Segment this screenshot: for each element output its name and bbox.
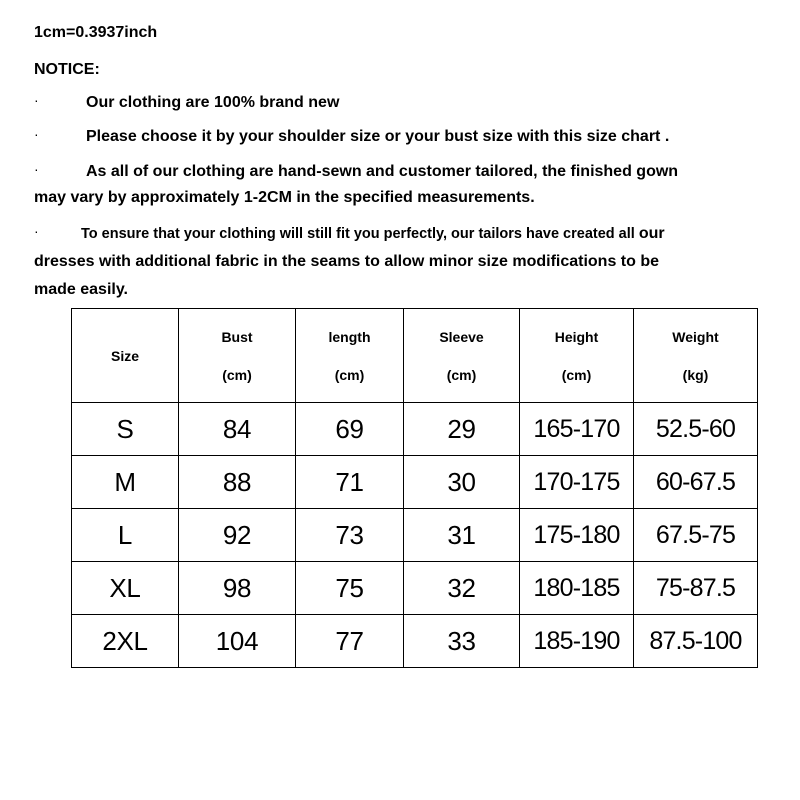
cell-sleeve: 32 [404,562,520,615]
cell-weight: 87.5-100 [634,615,758,668]
cell-sleeve: 33 [404,615,520,668]
header-label: Height [554,328,599,345]
notice-continuation: made easily. [34,281,128,298]
cell-length: 69 [296,403,404,456]
cell-sleeve: 29 [404,403,520,456]
cell-length: 75 [296,562,404,615]
notice-text: Please choose it by your shoulder size or your bust size with this size chart . [86,128,670,145]
bullet-icon: · [34,92,39,108]
header-label: Size [110,347,139,364]
cell-length: 77 [296,615,404,668]
header-label: length [328,328,371,345]
cell-weight: 75-87.5 [634,562,758,615]
unit-conversion: 1cm=0.3937inch [34,24,158,41]
cell-length: 71 [296,456,404,509]
header-sleeve [404,309,520,403]
header-unit: (cm) [561,366,592,383]
header-label: Weight [672,328,719,345]
bullet-icon: · [34,126,39,142]
cell-sleeve: 31 [404,509,520,562]
cell-height: 170-175 [520,456,634,509]
cell-height: 175-180 [520,509,634,562]
cell-length: 73 [296,509,404,562]
notice-title: NOTICE: [34,61,100,78]
header-height [520,309,634,403]
bullet-icon: · [34,223,39,239]
cell-bust: 98 [179,562,296,615]
size-chart-table [71,308,758,668]
header-bust [179,309,296,403]
table-row [72,403,758,456]
cell-height: 185-190 [520,615,634,668]
cell-weight: 52.5-60 [634,403,758,456]
table-header-row [72,309,758,403]
notice-text: To ensure that your clothing will still fit you perfectly, our tailors have created all [81,226,635,242]
cell-bust: 88 [179,456,296,509]
cell-bust: 104 [179,615,296,668]
cell-sleeve: 30 [404,456,520,509]
cell-size: L [72,509,179,562]
cell-size: XL [72,562,179,615]
cell-size: S [72,403,179,456]
table-row [72,562,758,615]
cell-bust: 92 [179,509,296,562]
header-label: Bust [221,328,253,345]
cell-size: M [72,456,179,509]
notice-continuation: may vary by approximately 1-2CM in the specified measurements. [34,189,535,206]
cell-weight: 60-67.5 [634,456,758,509]
table-row [72,509,758,562]
header-size [72,309,179,403]
cell-bust: 84 [179,403,296,456]
cell-height: 165-170 [520,403,634,456]
header-length [296,309,404,403]
header-unit: (kg) [682,366,709,383]
cell-height: 180-185 [520,562,634,615]
bullet-icon: · [34,161,39,177]
header-unit: (cm) [334,366,365,383]
header-unit: (cm) [222,366,252,383]
notice-text: As all of our clothing are hand-sewn and customer tailored, the finished gown [86,163,679,180]
notice-text: Our clothing are 100% brand new [86,94,340,111]
header-unit: (cm) [446,366,477,383]
notice-continuation: dresses with additional fabric in the seams to allow minor size modifications to be [34,253,660,270]
table-row [72,456,758,509]
table-row [72,615,758,668]
notice-text-wrap [81,225,665,243]
cell-size: 2XL [72,615,179,668]
cell-weight: 67.5-75 [634,509,758,562]
header-label: Sleeve [439,328,484,345]
notice-text-end: our [638,225,665,242]
header-weight [634,309,758,403]
